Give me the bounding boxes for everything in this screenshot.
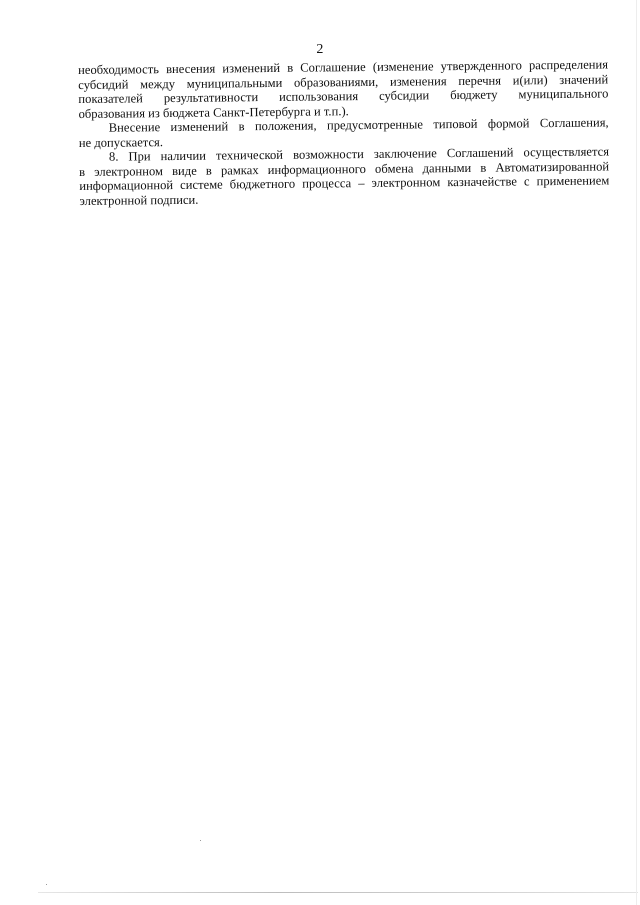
text-line: в электронном виде в рамках информационного обмена данными в Автоматизированной xyxy=(79,158,610,179)
scan-speck xyxy=(200,840,201,841)
text-line: необходимость внесения изменений в Соглашение (изменение утвержденного распределения xyxy=(78,57,609,77)
page-number: 2 xyxy=(316,42,324,57)
text-line: образования из бюджета Санкт-Петербурга и т.п.). xyxy=(78,103,349,121)
scan-edge-bottom xyxy=(38,892,638,893)
text-line: электронной подписи. xyxy=(79,192,199,208)
paragraph-continuation xyxy=(78,57,609,121)
text-line: Внесение изменений в положения, предусмотренные типовой формой Соглашения, xyxy=(108,115,609,135)
document-body xyxy=(78,57,609,208)
text-line: информационной системе бюджетного процесса – электронном казначействе с применением xyxy=(79,173,610,193)
text-line: субсидий между муниципальными образованиями, изменения перечня и(или) значений xyxy=(78,71,609,92)
text-line: показателей результативности использования субсидии бюджету муниципального xyxy=(78,86,609,106)
text-line: 8. При наличии технической возможности заключение Соглашений осуществляется xyxy=(108,144,610,164)
scan-speck xyxy=(46,884,47,885)
scan-edge-right xyxy=(636,0,637,905)
text-line: не допускается. xyxy=(78,134,164,150)
paragraph-item-8 xyxy=(79,144,610,208)
